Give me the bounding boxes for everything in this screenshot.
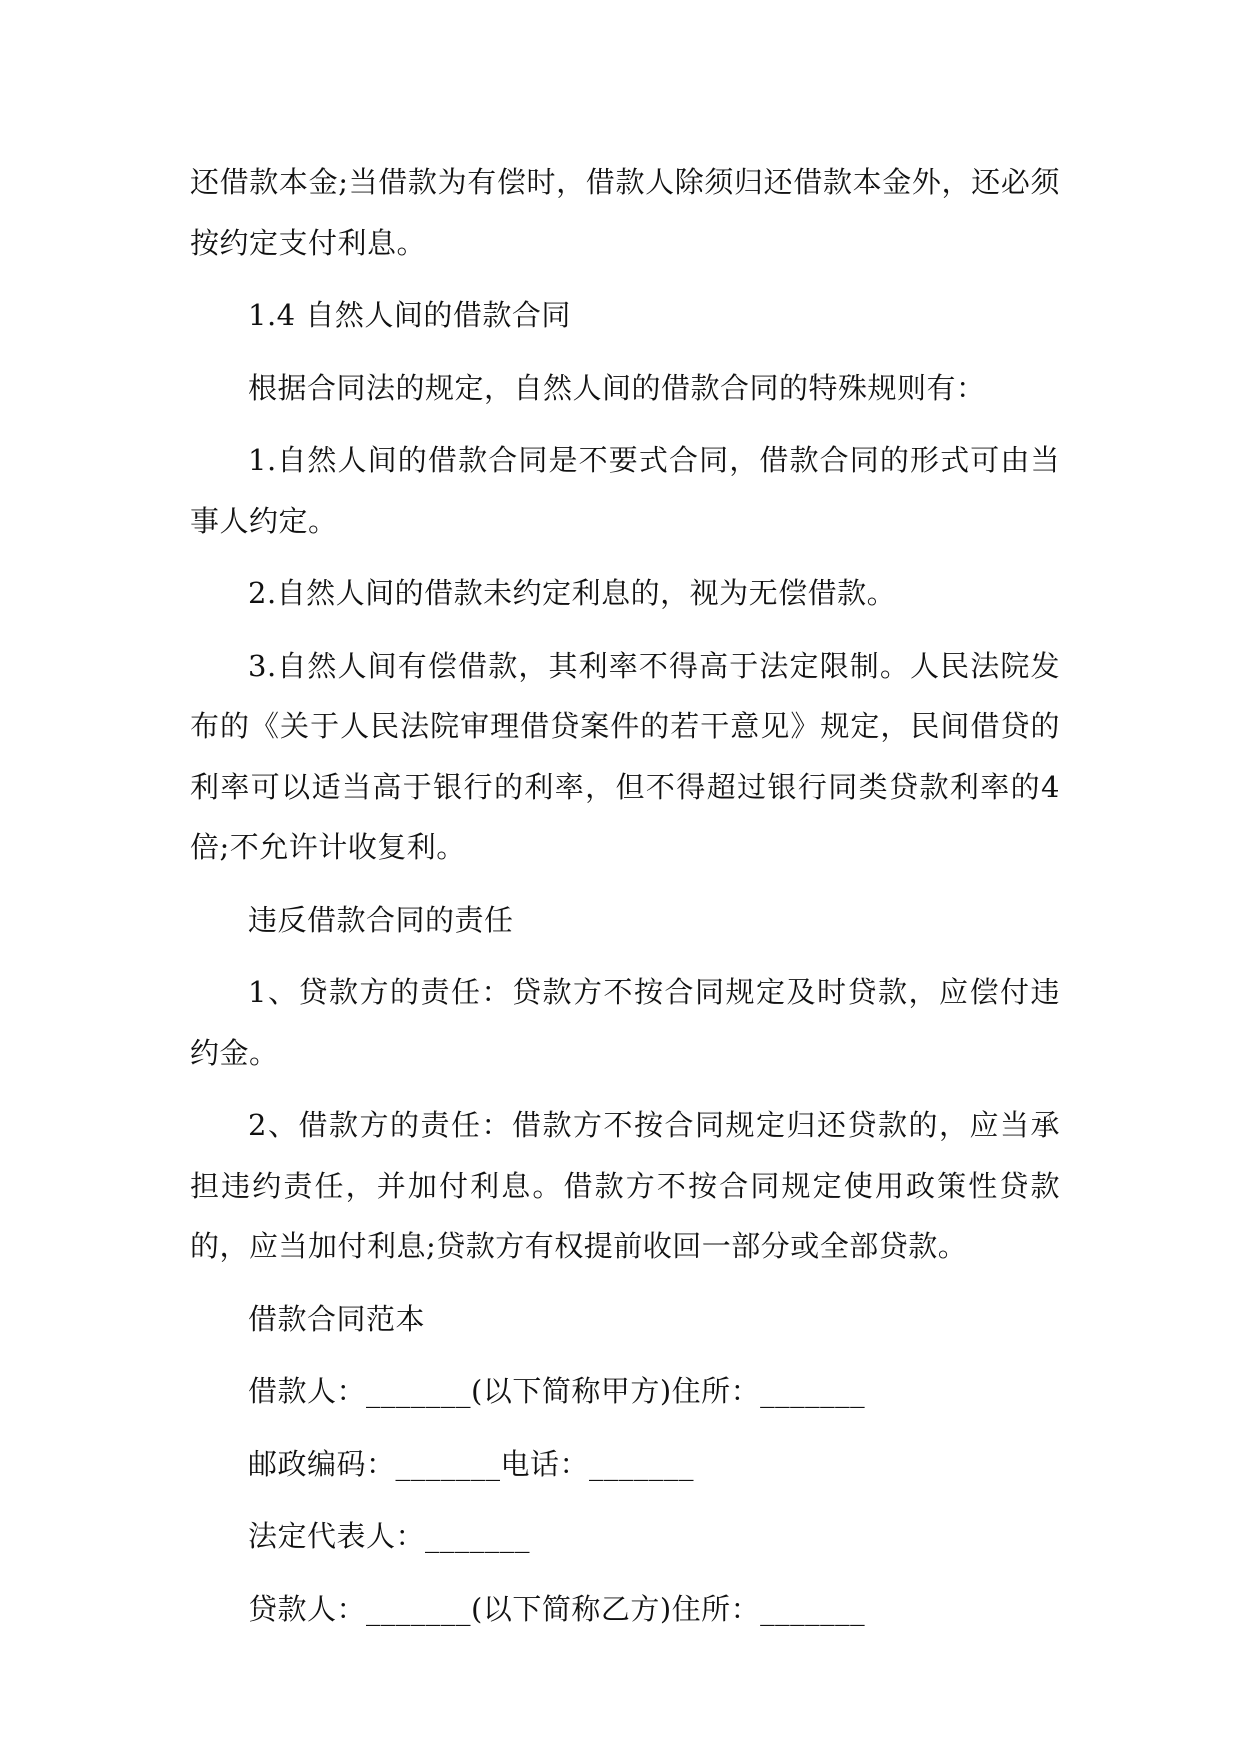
section-heading-contract-template: 借款合同范本 — [248, 1301, 426, 1336]
list-item-rule-1: 1.自然人间的借款合同是不要式合同，借款合同的形式可由当事人约定。 — [190, 443, 1060, 538]
section-heading-breach-liability: 违反借款合同的责任 — [248, 902, 514, 937]
form-line-legal-representative: 法定代表人：_______ — [248, 1519, 531, 1553]
list-item-borrower-liability: 2、借款方的责任：借款方不按合同规定归还贷款的，应当承担违约责任，并加付利息。借款方不按合同规定使用政策性贷款的，应当加付利息;贷款方有权提前收回一部分或全部贷款。 — [190, 1108, 1060, 1263]
list-item-rule-3: 3.自然人间有偿借款，其利率不得高于法定限制。人民法院发布的《关于人民法院审理借贷案件的若干意见》规定，民间借贷的利率可以适当高于银行的利率，但不得超过银行同类贷款利率的4倍;不允许计收复利。 — [190, 648, 1060, 864]
document-body — [190, 152, 1060, 1639]
list-item-rule-2: 2.自然人间的借款未约定利息的，视为无偿借款。 — [248, 576, 897, 610]
form-line-lender: 贷款人：_______(以下简称乙方)住所：_______ — [248, 1591, 866, 1626]
paragraph-repayment-interest: 还借款本金;当借款为有偿时，借款人除须归还借款本金外，还必须按约定支付利息。 — [190, 165, 1060, 260]
form-line-postcode-phone: 邮政编码：_______电话：_______ — [248, 1446, 695, 1481]
paragraph-special-rules-intro: 根据合同法的规定，自然人间的借款合同的特殊规则有： — [248, 370, 986, 405]
section-heading-natural-person-loan: 1.4 自然人间的借款合同 — [248, 298, 571, 332]
form-line-borrower: 借款人：_______(以下简称甲方)住所：_______ — [248, 1374, 866, 1408]
list-item-lender-liability: 1、贷款方的责任：贷款方不按合同规定及时贷款，应偿付违约金。 — [190, 975, 1060, 1070]
